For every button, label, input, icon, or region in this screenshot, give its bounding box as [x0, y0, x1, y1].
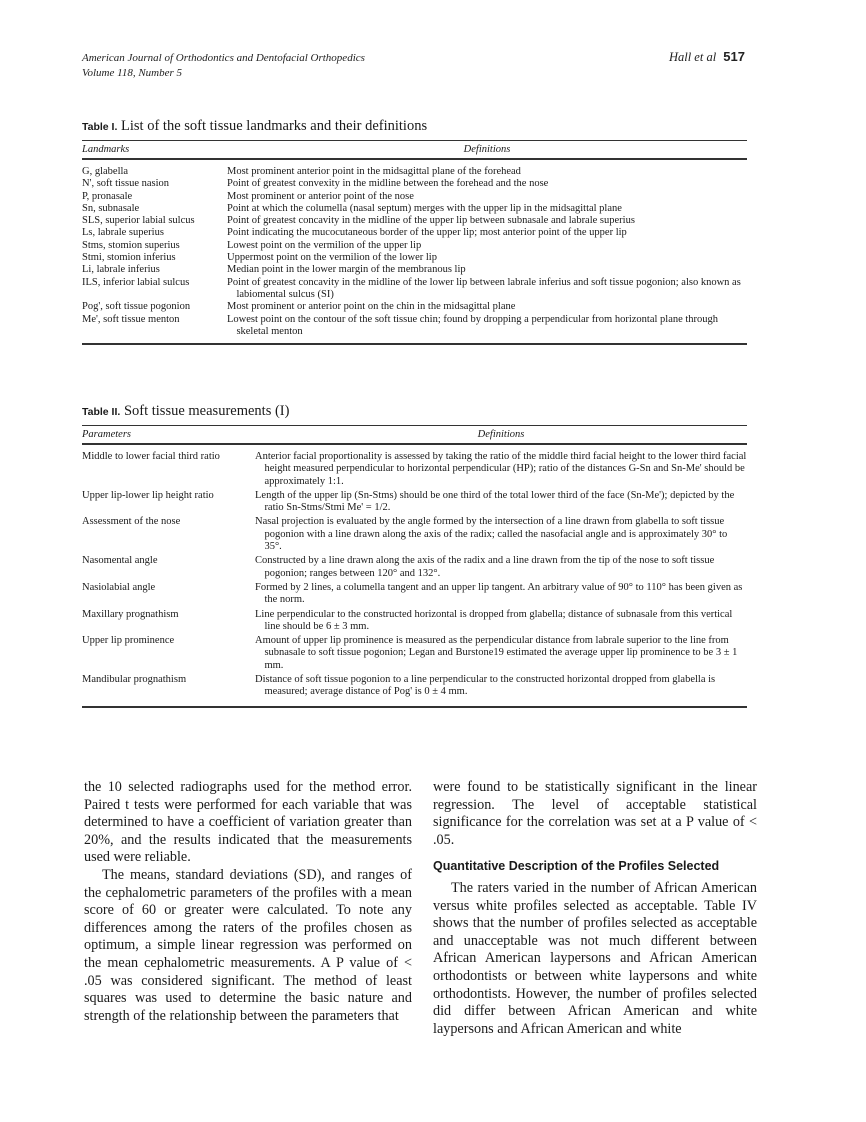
- definition-cell: Uppermost point on the vermilion of the lower lip: [227, 252, 437, 264]
- table-2: [82, 402, 747, 708]
- body-column-left: [84, 779, 412, 1025]
- parameter-cell: Middle to lower facial third ratio: [82, 451, 220, 462]
- landmark-cell: P, pronasale: [82, 190, 133, 202]
- table-1-caption: [82, 117, 747, 136]
- definition-cell: Point at which the columella (nasal septum) merges with the upper lip in the midsagittal plane: [227, 202, 622, 214]
- definition-cell: Lowest point on the vermilion of the upper lip: [227, 239, 422, 251]
- parameter-cell: Upper lip-lower lip height ratio: [82, 489, 214, 501]
- definition-cell: Most prominent or anterior point of the nose: [227, 190, 414, 202]
- definition-cell: Point of greatest concavity in the midline of the upper lip between subnasale and labrale superius: [227, 215, 635, 227]
- table-row: [82, 516, 747, 553]
- definition-cell: Formed by 2 lines, a columella tangent and an upper lip tangent. An arbitrary value of 90° to 110° has been given as the norm.: [255, 581, 743, 606]
- journal-name: American Journal of Orthodontics and Dentofacial Orthopedics: [82, 52, 365, 64]
- table-1-title: List of the soft tissue landmarks and their definitions: [121, 118, 428, 134]
- column-header-landmarks: Landmarks: [82, 144, 130, 155]
- column-header-parameters: Parameters: [82, 429, 131, 440]
- table-2-label: Table II.: [82, 406, 121, 418]
- table-row: [82, 252, 747, 264]
- landmark-cell: Pog', soft tissue pogonion: [82, 301, 191, 313]
- page-number: 517: [723, 49, 745, 64]
- section-heading: Quantitative Description of the Profiles Selected: [433, 859, 720, 874]
- table-row: [82, 582, 747, 607]
- parameter-cell: Mandibular prognathism: [82, 674, 187, 686]
- table-row: [82, 555, 747, 580]
- table-1-body: [82, 160, 747, 343]
- landmark-cell: Me', soft tissue menton: [82, 313, 180, 325]
- parameter-cell: Nasiolabial angle: [82, 581, 156, 593]
- table-row: [82, 203, 747, 215]
- definition-cell: Most prominent anterior point in the midsagittal plane of the forehead: [227, 166, 521, 177]
- table-row: [82, 166, 747, 178]
- landmark-cell: SLS, superior labial sulcus: [82, 215, 195, 227]
- table-2-title: Soft tissue measurements (I): [123, 403, 290, 419]
- table-1: [82, 117, 747, 345]
- definition-cell: Most prominent or anterior point on the chin in the midsagittal plane: [227, 301, 516, 313]
- table-2-header: [82, 426, 747, 443]
- parameter-cell: Nasomental angle: [82, 555, 158, 567]
- table-row: [82, 215, 747, 227]
- paragraph: The means, standard deviations (SD), and ranges of the cephalometric parameters of the profiles with a mean score of 60 or greater were calculated. To note any differences among the raters of the profiles chosen as optimum, a simple linear regression was performed on the mean cephalometric measurements. A P value of < .05 was considered significant. The method of least squares was used to determine the basic nature and strength of the relationship between the parameters that: [84, 866, 412, 1024]
- table-row: [82, 191, 747, 203]
- landmark-cell: Ls, labrale superius: [82, 227, 164, 239]
- table-1-header: [82, 141, 747, 158]
- paragraph: were found to be statistically significant in the linear regression. The level of acceptable statistical significance for the correlation was set at a P value of < .05.: [433, 779, 757, 848]
- table-row: [82, 314, 747, 339]
- table-row: [82, 635, 747, 672]
- paragraph: The raters varied in the number of African American versus white profiles selected as acceptable. Table IV shows that the number of profiles selected as acceptable and unacceptable was not much different between African American laypersons and African American orthodontists or between white laypersons and white orthodontists. However, the number of profiles selected did differ between African American and white laypersons and African American and white: [433, 879, 757, 1037]
- volume-info: Volume 118, Number 5: [82, 67, 183, 79]
- running-header-right: [669, 49, 745, 65]
- definition-cell: Line perpendicular to the constructed horizontal is dropped from glabella; distance of subnasale from this vertical line should be 6 ± 3 mm.: [255, 608, 733, 632]
- landmark-cell: ILS, inferior labial sulcus: [82, 276, 190, 288]
- column-header-definitions: Definitions: [477, 429, 525, 440]
- table-row: [82, 301, 747, 313]
- table-row: [82, 674, 747, 699]
- definition-cell: Anterior facial proportionality is assessed by taking the ratio of the middle third facial height to the lower third facial height measured perpendicular to horizontal perpendicular (HP); ratio of the distances G-Sn and Sn-Me' should be approximately 1:1.: [255, 451, 747, 487]
- running-header-left: [82, 51, 365, 81]
- landmark-cell: G, glabella: [82, 166, 129, 177]
- definition-cell: Point of greatest concavity in the midline of the lower lip between labrale inferius and soft tissue pogonion; also known as labiomental sulcus (SI): [227, 276, 741, 300]
- table-bottom-rule: [82, 706, 747, 708]
- definition-cell: Point of greatest convexity in the midline between the forehead and the nose: [227, 178, 549, 190]
- author-short: Hall et al: [668, 50, 717, 64]
- definition-cell: Nasal projection is evaluated by the angle formed by the intersection of a line drawn from glabella to soft tissue pogonion with a line drawn along the axis of the radix; called the nasofacial angle and is approximately 30° to 35°.: [255, 516, 728, 553]
- table-row: [82, 227, 747, 239]
- body-column-right: [433, 779, 757, 1038]
- definition-cell: Distance of soft tissue pogonion to a line perpendicular to the constructed horizontal dropped from glabella is measured; average distance of Pog' is 0 ± 4 mm.: [255, 674, 716, 698]
- definition-cell: Lowest point on the contour of the soft tissue chin; found by dropping a perpendicular from horizontal plane through skeletal menton: [227, 313, 719, 337]
- table-row: [82, 609, 747, 634]
- table-2-body: [82, 445, 747, 706]
- table-1-label: Table I.: [82, 121, 118, 133]
- parameter-cell: Maxillary prognathism: [82, 608, 179, 620]
- table-row: [82, 178, 747, 190]
- definition-cell: Constructed by a line drawn along the axis of the radix and a line drawn from the tip of the nose to soft tissue pogonion; ranges between 120° and 132°.: [255, 555, 715, 579]
- landmark-cell: Sn, subnasale: [82, 202, 140, 214]
- parameter-cell: Upper lip prominence: [82, 635, 175, 647]
- landmark-cell: Stms, stomion superius: [82, 239, 180, 251]
- definition-cell: Amount of upper lip prominence is measured as the perpendicular distance from labrale superior to the line from subnasale to soft tissue pogonion; Legan and Burstone19 estimated the average upper lip prominence to be 3 ± 1 mm.: [255, 635, 738, 671]
- paragraph: the 10 selected radiographs used for the method error. Paired t tests were performed for each variable that was determined to have a coefficient of variation greater than 20%, and the results indicated that the measurements used were reliable.: [84, 779, 412, 866]
- table-row: [82, 240, 747, 252]
- definition-cell: Median point in the lower margin of the membranous lip: [227, 264, 466, 276]
- landmark-cell: Li, labrale inferius: [82, 264, 160, 276]
- definition-cell: Length of the upper lip (Sn-Stms) should be one third of the total lower third of the face (Sn-Me'); depicted by the ratio Sn-Stms/Stmi Me' = 1/2.: [255, 489, 735, 514]
- table-row: [82, 451, 747, 488]
- parameter-cell: Assessment of the nose: [82, 516, 181, 528]
- definition-cell: Point indicating the mucocutaneous border of the upper lip; most anterior point of the upper lip: [227, 227, 627, 239]
- table-2-caption: [82, 402, 747, 421]
- table-bottom-rule: [82, 343, 747, 345]
- table-row: [82, 277, 747, 302]
- table-row: [82, 264, 747, 276]
- column-header-definitions: Definitions: [463, 144, 511, 155]
- landmark-cell: N', soft tissue nasion: [82, 178, 170, 190]
- landmark-cell: Stmi, stomion inferius: [82, 252, 176, 264]
- table-row: [82, 490, 747, 515]
